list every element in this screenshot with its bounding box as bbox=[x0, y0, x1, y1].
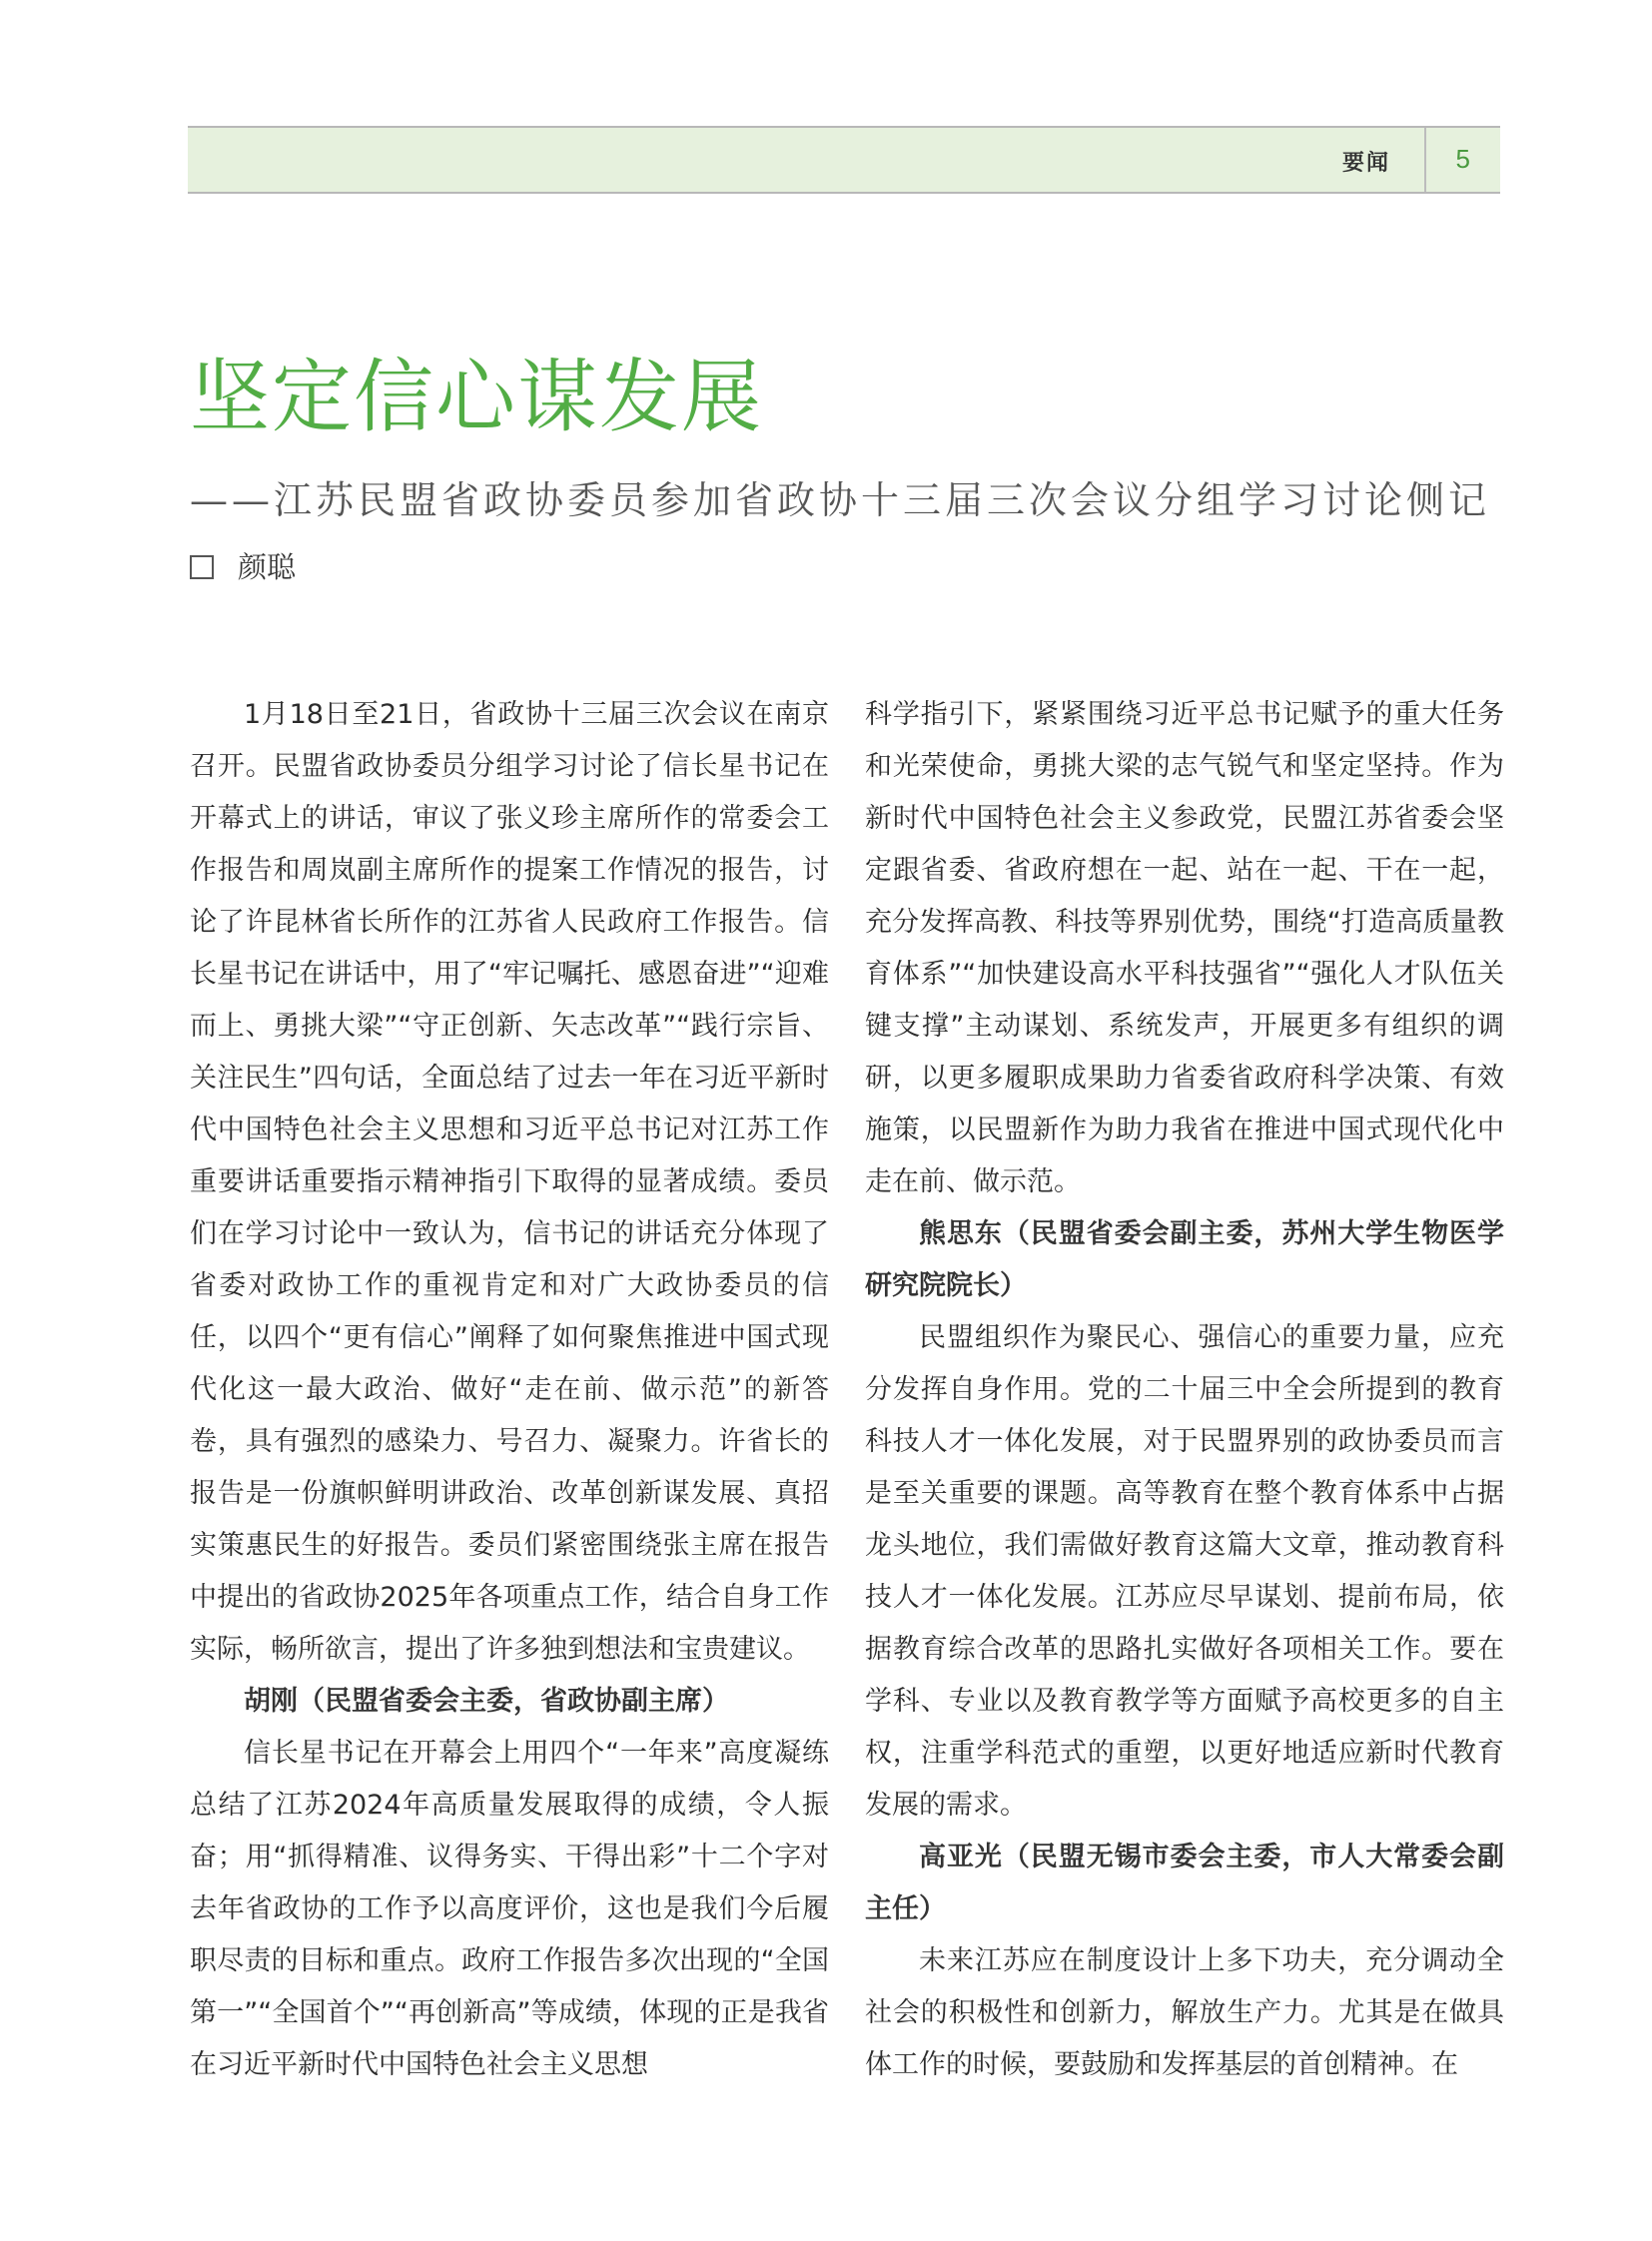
gaoyaguang-paragraph: 未来江苏应在制度设计上多下功夫，充分调动全社会的积极性和创新力，解放生产力。尤其是在做具体工作的时候，要鼓励和发挥基层的首创精神。在 bbox=[865, 1945, 1504, 2080]
page-header bbox=[188, 126, 1500, 194]
speaker-heading-xiongsidong: 熊思东（民盟省委会副主委，苏州大学生物医学研究院院长） bbox=[865, 1218, 1504, 1301]
section-label: 要闻 bbox=[1341, 151, 1390, 176]
article-subtitle: ——江苏民盟省政协委员参加省政协十三届三次会议分组学习讨论侧记 bbox=[190, 478, 1491, 522]
page-number: 5 bbox=[1455, 144, 1470, 174]
header-divider bbox=[1424, 128, 1426, 192]
article-title: 坚定信心谋发展 bbox=[190, 351, 763, 443]
speaker-heading-gaoyaguang: 高亚光（民盟无锡市委会主委，市人大常委会副主任） bbox=[865, 1842, 1504, 1924]
left-column bbox=[190, 689, 829, 2091]
right-column bbox=[865, 689, 1504, 2091]
author-name: 颜聪 bbox=[238, 550, 297, 584]
article-byline bbox=[190, 545, 296, 586]
checkbox-square-icon bbox=[190, 555, 214, 579]
hugang-paragraph: 信长星书记在开幕会上用四个“一年来”高度凝练总结了江苏2024年高质量发展取得的成绩，令人振奋；用“抓得精准、议得务实、干得出彩”十二个字对去年省政协的工作予以高度评价，这也是我们今后履职尽责的目标和重点。政府工作报告多次出现的“全国第一”“全国首个”“再创新高”等成绩，体现的正是我省在习近平新时代中国特色社会主义思想 bbox=[190, 1738, 829, 2080]
xiongsidong-paragraph: 民盟组织作为聚民心、强信心的重要力量，应充分发挥自身作用。党的二十届三中全会所提到的教育科技人才一体化发展，对于民盟界别的政协委员而言是至关重要的课题。高等教育在整个教育体系中占据龙头地位，我们需做好教育这篇大文章，推动教育科技人才一体化发展。江苏应尽早谋划、提前布局，依据教育综合改革的思路扎实做好各项相关工作。要在学科、专业以及教育教学等方面赋予高校更多的自主权，注重学科范式的重塑，以更好地适应新时代教育发展的需求。 bbox=[865, 1322, 1504, 1821]
intro-paragraph: 1月18日至21日，省政协十三届三次会议在南京召开。民盟省政协委员分组学习讨论了信长星书记在开幕式上的讲话，审议了张义珍主席所作的常委会工作报告和周岚副主席所作的提案工作情况的报告，讨论了许昆林省长所作的江苏省人民政府工作报告。信长星书记在讲话中，用了“牢记嘱托、感恩奋进”“迎难而上、勇挑大梁”“守正创新、矢志改革”“践行宗旨、关注民生”四句话，全面总结了过去一年在习近平新时代中国特色社会主义思想和习近平总书记对江苏工作重要讲话重要指示精神指引下取得的显著成绩。委员们在学习讨论中一致认为，信书记的讲话充分体现了省委对政协工作的重视肯定和对广大政协委员的信任，以四个“更有信心”阐释了如何聚焦推进中国式现代化这一最大政治、做好“走在前、做示范”的新答卷，具有强烈的感染力、号召力、凝聚力。许省长的报告是一份旗帜鲜明讲政治、改革创新谋发展、真招实策惠民生的好报告。委员们紧密围绕张主席在报告中提出的省政协2025年各项重点工作，结合自身工作实际，畅所欲言，提出了许多独到想法和宝贵建议。 bbox=[190, 699, 829, 1665]
speaker-heading-hugang: 胡刚（民盟省委会主委，省政协副主席） bbox=[244, 1686, 729, 1717]
hugang-paragraph-continued: 科学指引下，紧紧围绕习近平总书记赋予的重大任务和光荣使命，勇挑大梁的志气锐气和坚定坚持。作为新时代中国特色社会主义参政党，民盟江苏省委会坚定跟省委、省政府想在一起、站在一起、干在一起，充分发挥高教、科技等界别优势，围绕“打造高质量教育体系”“加快建设高水平科技强省”“强化人才队伍关键支撑”主动谋划、系统发声，开展更多有组织的调研，以更多履职成果助力省委省政府科学决策、有效施策，以民盟新作为助力我省在推进中国式现代化中走在前、做示范。 bbox=[865, 699, 1504, 1197]
